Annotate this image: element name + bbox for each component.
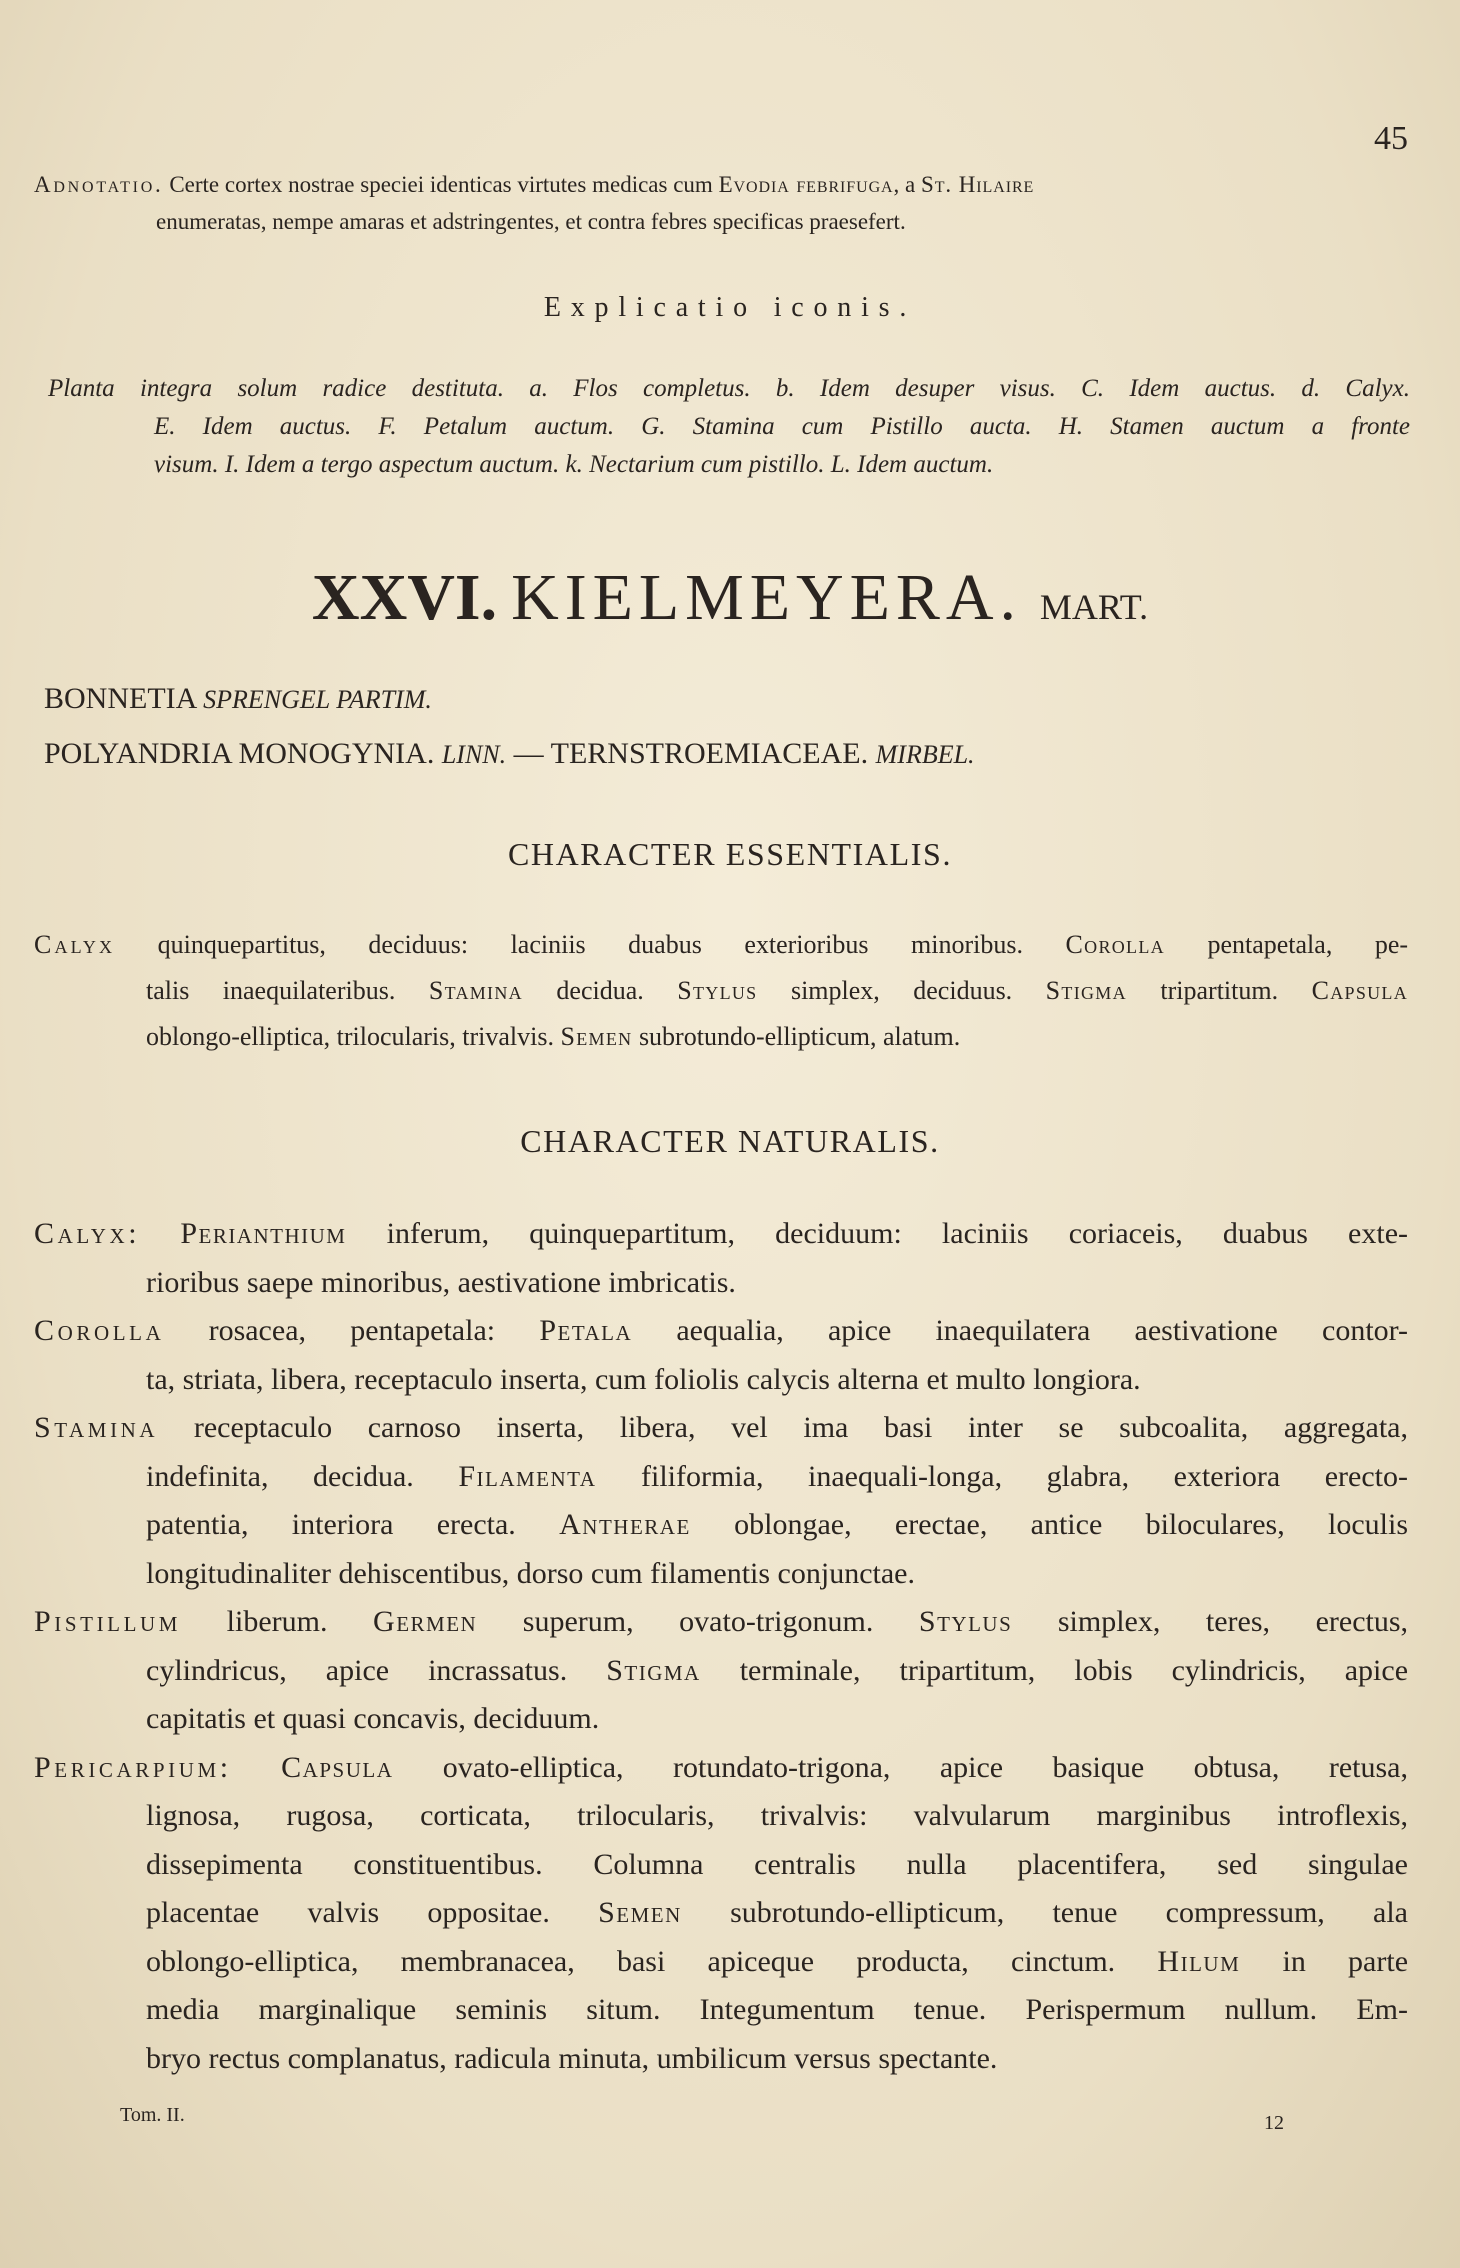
naturalis-line	[34, 1744, 1408, 1793]
naturalis-line	[34, 1453, 1408, 1502]
term-label: Capsula	[281, 1750, 394, 1784]
term-text: superum, ovato-trigonum.	[522, 1605, 874, 1638]
term-label: Perianthium	[180, 1217, 347, 1250]
naturalis-line	[34, 1938, 1408, 1987]
section-heading-essentialis: CHARACTER ESSENTIALIS.	[507, 836, 953, 872]
classification-family: TERNSTROEMIACEAE.	[550, 737, 869, 770]
annotation-label: Adnotatio.	[34, 172, 164, 197]
term-text: indefinita, decidua.	[146, 1459, 414, 1493]
genus-name: KIELMEYERA.	[511, 561, 1022, 634]
term-label: Pericarpium:	[34, 1750, 232, 1784]
essentialis-line	[34, 968, 1408, 1014]
explicatio-line: visum. I. Idem a tergo aspectum auctum. k. Nectarium cum pistillo. L. Idem auctum.	[154, 451, 994, 478]
pistillum-paragraph	[34, 1598, 1408, 1744]
naturalis-body	[34, 1210, 1408, 2083]
naturalis-line: lignosa, rugosa, corticata, trilocularis, trivalvis: valvularum marginibus introflexis,	[146, 1799, 1408, 1832]
naturalis-line: rioribus saepe minoribus, aestivatione imbricatis.	[146, 1265, 736, 1299]
pericarpium-paragraph	[34, 1744, 1408, 2084]
term-text: decidua.	[556, 976, 644, 1005]
explicatio-heading: Explicatio iconis.	[543, 292, 917, 323]
term-text: talis inaequilateribus.	[146, 976, 396, 1005]
term-text: subrotundo-ellipticum, alatum.	[638, 1022, 961, 1051]
term-text: liberum.	[226, 1605, 328, 1638]
classification-dash: —	[513, 737, 544, 770]
calyx-paragraph	[34, 1210, 1408, 1307]
annotation-text: Certe cortex nostrae speciei identicas virtutes medicas cum	[169, 172, 713, 197]
term-label: Pistillum	[34, 1605, 182, 1638]
naturalis-line	[34, 1501, 1408, 1550]
term-label: Hilum	[1157, 1944, 1241, 1978]
corolla-paragraph	[34, 1307, 1408, 1404]
annotation-line: enumeratas, nempe amaras et adstringentes, et contra febres specificas praesefert.	[156, 209, 906, 234]
explicatio-line: E. Idem auctus. F. Petalum auctum. G. Stamina cum Pistillo aucta. H. Stamen auctum a fronte	[154, 413, 1410, 440]
naturalis-line: capitatis et quasi concavis, deciduum.	[146, 1702, 600, 1735]
term-label: Corolla	[1065, 930, 1165, 959]
naturalis-line: dissepimenta constituentibus. Columna centralis nulla placentifera, sed singulae	[146, 1847, 1408, 1881]
term-label: Stamina	[428, 976, 523, 1005]
naturalis-line: longitudinaliter dehiscentibus, dorso cum filamentis conjunctae.	[146, 1556, 915, 1590]
term-label: Calyx:	[34, 1217, 141, 1250]
naturalis-line	[34, 1404, 1408, 1453]
section-heading-naturalis: CHARACTER NATURALIS.	[520, 1123, 940, 1159]
synonym-name: BONNETIA	[44, 682, 196, 715]
classification-system: POLYANDRIA MONOGYNIA.	[44, 737, 435, 770]
annotation-paragraph	[34, 166, 1424, 240]
naturalis-line	[34, 1889, 1408, 1938]
term-label: Petala	[539, 1314, 633, 1347]
term-text: cylindricus, apice incrassatus.	[146, 1653, 568, 1687]
term-label: Calyx	[34, 930, 116, 959]
genus-title	[0, 560, 1460, 636]
naturalis-line: ta, striata, libera, receptaculo inserta, cum foliolis calycis alterna et multo longiora.	[146, 1362, 1141, 1396]
term-label: Stamina	[34, 1411, 159, 1444]
naturalis-line	[34, 1307, 1408, 1356]
term-label: Filamenta	[458, 1459, 597, 1493]
term-text: terminale, tripartitum, lobis cylindricis, apice	[739, 1653, 1409, 1687]
term-text: oblongae, erectae, antice biloculares, loculis	[734, 1508, 1409, 1541]
stamina-paragraph	[34, 1404, 1408, 1598]
term-label: Corolla	[34, 1314, 165, 1347]
signature-mark: 12	[1264, 2112, 1284, 2134]
volume-footer: Tom. II.	[120, 2104, 185, 2126]
term-label: Semen	[560, 1022, 633, 1051]
term-text: oblongo-elliptica, membranacea, basi apiceque producta, cinctum.	[146, 1944, 1116, 1978]
term-text: quinquepartitus, deciduus: laciniis duabus exterioribus minoribus.	[157, 930, 1023, 959]
term-label: Stylus	[677, 976, 758, 1005]
term-text: simplex, deciduus.	[790, 976, 1013, 1005]
classification-author: LINN.	[441, 740, 507, 769]
term-text: simplex, teres, erectus,	[1057, 1605, 1409, 1638]
explicatio-paragraph	[48, 370, 1410, 484]
naturalis-line: bryo rectus complanatus, radicula minuta, umbilicum versus spectante.	[146, 2041, 998, 2075]
term-text: oblongo-elliptica, trilocularis, trivalvis.	[146, 1022, 554, 1051]
term-label: Stigma	[606, 1653, 701, 1687]
term-text: rosacea, pentapetala:	[208, 1314, 496, 1347]
synonym-authority: SPRENGEL PARTIM.	[203, 685, 432, 714]
page-number: 45	[1374, 120, 1408, 157]
essentialis-paragraph	[34, 922, 1408, 1060]
naturalis-line	[34, 1598, 1408, 1647]
term-text: inferum, quinquepartitum, deciduum: laciniis coriaceis, duabus exte-	[386, 1217, 1409, 1250]
term-text: aequalia, apice inaequilatera aestivatione contor-	[676, 1314, 1409, 1347]
term-text: pentapetala, pe-	[1207, 930, 1409, 959]
term-text: in parte	[1282, 1944, 1409, 1978]
term-label: Capsula	[1311, 976, 1409, 1005]
term-label: Antherae	[559, 1508, 691, 1541]
essentialis-line	[34, 1014, 1408, 1060]
naturalis-line	[34, 1647, 1408, 1696]
naturalis-line	[34, 1210, 1408, 1259]
term-text: patentia, interiora erecta.	[146, 1508, 516, 1541]
species-name: Evodia febrifuga	[718, 172, 894, 197]
classification-author: MIRBEL.	[875, 740, 975, 769]
term-text: tripartitum.	[1160, 976, 1279, 1005]
term-label: Semen	[598, 1896, 682, 1929]
essentialis-line	[34, 922, 1408, 968]
genus-number: XXVI.	[311, 561, 498, 634]
classification-line	[44, 737, 975, 771]
term-text: filiformia, inaequali-longa, glabra, exteriora erecto-	[641, 1459, 1408, 1493]
term-label: Germen	[373, 1605, 478, 1638]
term-label: Stylus	[918, 1605, 1013, 1638]
author-name: St. Hilaire	[921, 172, 1035, 197]
genus-author: MART.	[1039, 587, 1149, 627]
explicatio-line: Planta integra solum radice destituta. a. Flos completus. b. Idem desuper visus. C. Idem auctus. d. Calyx.	[48, 375, 1410, 402]
term-text: receptaculo carnoso inserta, libera, vel ima basi inter se subcoalita, aggregata,	[193, 1411, 1408, 1444]
naturalis-line: media marginalique seminis situm. Integumentum tenue. Perispermum nullum. Em-	[146, 1993, 1408, 2026]
annotation-text: , a	[893, 172, 916, 197]
term-label: Stigma	[1045, 976, 1127, 1005]
term-text: placentae valvis oppositae.	[146, 1896, 550, 1929]
term-text: ovato-elliptica, rotundato-trigona, apice basique obtusa, retusa,	[442, 1750, 1408, 1784]
term-text: subrotundo-ellipticum, tenue compressum, ala	[730, 1896, 1409, 1929]
synonym-line	[44, 682, 432, 716]
